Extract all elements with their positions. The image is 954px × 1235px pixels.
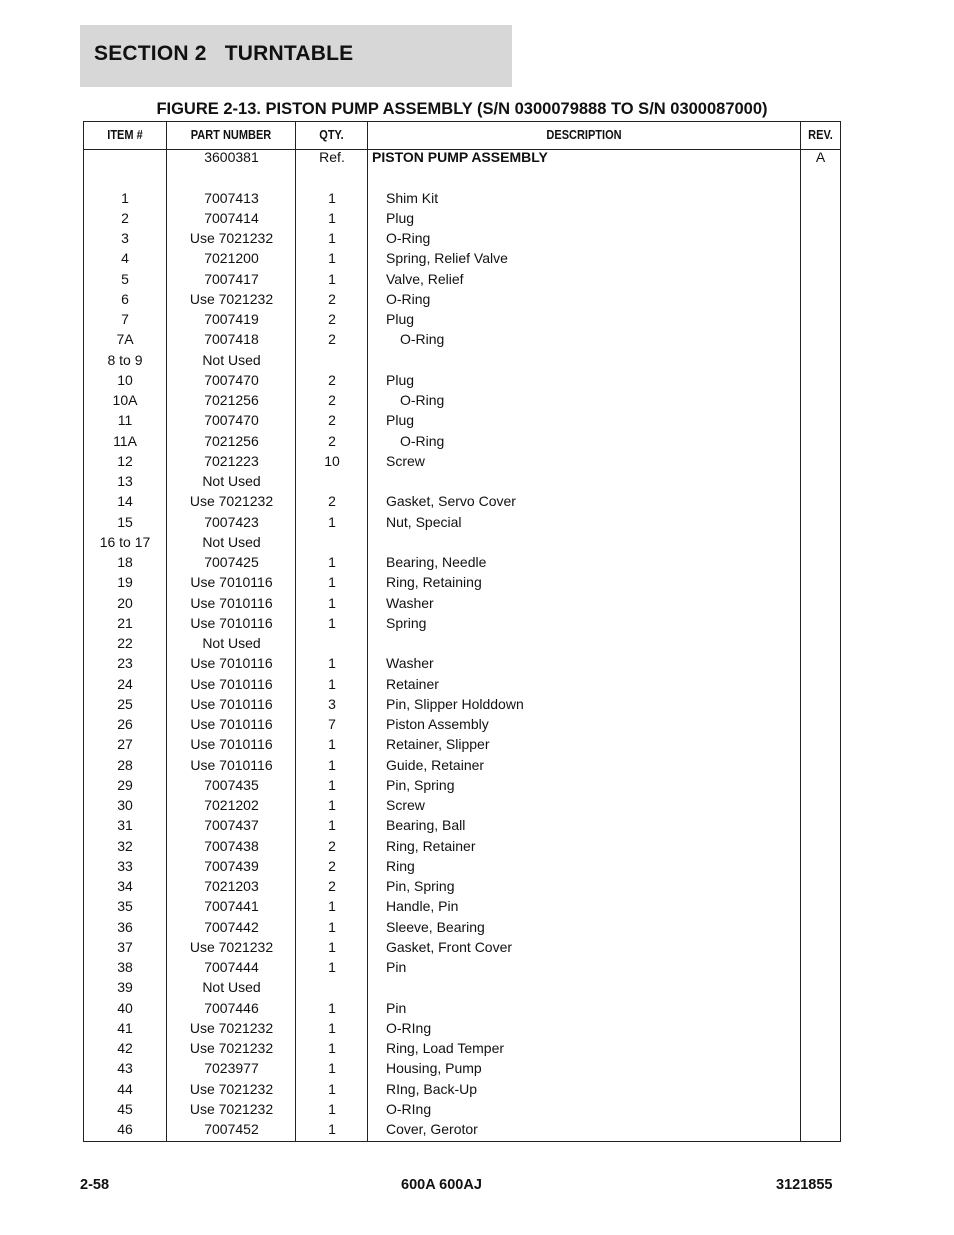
description-cell: Plug: [386, 371, 415, 388]
item-cell: 26: [117, 716, 133, 732]
item-cell: 44: [117, 1080, 133, 1097]
part-number-cell: 7007418: [204, 331, 259, 348]
part-number-cell: 7007441: [204, 898, 259, 915]
part-number-cell: Use 7010116: [190, 716, 273, 732]
table-row: [84, 815, 840, 835]
table-row: [84, 957, 840, 977]
qty-cell: 2: [328, 837, 336, 854]
section-title: SECTION 2 TURNTABLE: [94, 42, 354, 65]
item-cell: 19: [117, 574, 133, 591]
part-number-cell: 7007470: [204, 371, 259, 388]
qty-cell: 1: [328, 655, 336, 672]
table-row: [84, 977, 840, 997]
item-cell: 14: [117, 493, 133, 510]
qty-cell: 2: [328, 493, 336, 510]
description-cell: Cover, Gerotor: [386, 1121, 478, 1137]
item-cell: 28: [117, 756, 133, 773]
description-cell: RIng, Back-Up: [386, 1080, 478, 1097]
item-cell: 11: [117, 412, 133, 429]
header-qty: QTY.: [319, 128, 344, 142]
part-number-cell: Use 7010116: [190, 594, 273, 611]
description-cell: Ring: [386, 857, 415, 874]
item-cell: 39: [117, 979, 133, 996]
description-cell: Shim Kit: [386, 189, 439, 206]
description-cell: Handle, Pin: [386, 898, 459, 915]
item-cell: 5: [121, 270, 129, 287]
qty-cell: 1: [328, 594, 336, 611]
description-cell: Spring: [386, 614, 427, 631]
table-row: [84, 613, 840, 633]
item-cell: 24: [117, 675, 133, 692]
qty-cell: 2: [328, 878, 336, 894]
item-cell: 21: [117, 614, 133, 631]
table-row: [84, 370, 840, 390]
table-row: [84, 1119, 840, 1139]
description-cell: O-Ring: [386, 230, 431, 246]
item-cell: 16 to 17: [99, 533, 151, 550]
item-cell: 35: [117, 898, 133, 915]
item-cell: 12: [117, 452, 133, 469]
item-cell: 8 to 9: [107, 351, 143, 368]
table-row: [84, 1079, 840, 1099]
description-cell: Pin, Spring: [386, 878, 455, 894]
table-row: [84, 653, 840, 673]
table-row: [84, 512, 840, 532]
qty-cell: 1: [328, 230, 336, 246]
qty-cell: 1: [328, 513, 336, 530]
qty-cell: 1: [328, 797, 336, 813]
description-cell: O-RIng: [386, 1019, 432, 1036]
item-cell: 33: [117, 857, 133, 874]
part-number-cell: Use 7010116: [190, 736, 273, 753]
qty-cell: 1: [328, 614, 336, 631]
table-row: [84, 350, 840, 370]
qty-cell: 1: [328, 1019, 336, 1036]
part-number-cell: Use 7010116: [190, 756, 273, 773]
part-number-cell: 7007439: [204, 857, 259, 874]
description-cell: Pin, Slipper Holddown: [386, 695, 524, 712]
table-row: [84, 147, 840, 167]
item-cell: 22: [117, 635, 133, 651]
qty-cell: 1: [328, 756, 336, 773]
description-cell: Ring, Load Temper: [386, 1040, 505, 1056]
part-number-cell: 7021202: [204, 797, 259, 813]
description-cell: Gasket, Servo Cover: [386, 493, 516, 510]
table-row: [84, 471, 840, 491]
description-cell: Gasket, Front Cover: [386, 938, 513, 955]
description-cell: O-Ring: [386, 290, 431, 307]
header-item: ITEM #: [107, 128, 143, 142]
table-row: [84, 390, 840, 410]
qty-cell: 1: [328, 776, 336, 793]
item-cell: 40: [117, 999, 133, 1016]
item-cell: 6: [121, 290, 129, 307]
item-cell: 20: [117, 594, 133, 611]
qty-cell: 1: [328, 959, 336, 975]
table-row: [84, 431, 840, 451]
table-row: [84, 836, 840, 856]
table-row: [84, 795, 840, 815]
part-number-cell: 7007419: [204, 311, 259, 327]
part-number-cell: 7007423: [204, 513, 259, 530]
part-number-cell: Use 7021232: [189, 1019, 274, 1036]
table-row: [84, 917, 840, 937]
table-row: [84, 228, 840, 248]
figure-title: FIGURE 2-13. PISTON PUMP ASSEMBLY (S/N 0300079888 TO S/N 0300087000): [156, 100, 768, 118]
part-number-cell: Not Used: [202, 351, 261, 368]
part-number-cell: Use 7021232: [189, 1100, 274, 1117]
item-cell: 13: [117, 473, 133, 489]
qty-cell: 1: [328, 1121, 336, 1137]
table-row: [84, 876, 840, 896]
table-row: [84, 289, 840, 309]
part-number-cell: 7021223: [204, 452, 259, 469]
item-cell: 11A: [113, 432, 137, 449]
table-row: [84, 451, 840, 471]
item-cell: 4: [121, 250, 129, 267]
table-row: [84, 593, 840, 613]
part-number-cell: 7007414: [204, 209, 259, 226]
part-number-cell: 7007444: [204, 959, 259, 975]
table-row: [84, 755, 840, 775]
item-cell: 3: [121, 230, 129, 246]
part-number-cell: 7021256: [204, 392, 259, 408]
qty-cell: Ref.: [319, 149, 345, 165]
table-row: [84, 167, 840, 187]
qty-cell: 2: [328, 432, 336, 449]
part-number-cell: 7021200: [204, 250, 259, 267]
item-cell: 30: [117, 797, 133, 813]
part-number-cell: 7021256: [204, 432, 259, 449]
qty-cell: 2: [328, 392, 336, 408]
description-cell: Screw: [386, 797, 425, 813]
part-number-cell: 7007413: [204, 189, 259, 206]
item-cell: 1: [121, 189, 129, 206]
part-number-cell: Use 7021232: [189, 493, 274, 510]
part-number-cell: 7021203: [204, 878, 259, 894]
section-banner: [80, 25, 512, 87]
qty-cell: 1: [328, 675, 336, 692]
item-cell: 18: [117, 554, 133, 570]
table-row: [84, 491, 840, 511]
rev-cell: A: [815, 149, 826, 165]
document-number: 3121855: [776, 1177, 833, 1193]
part-number-cell: Use 7010116: [190, 655, 273, 672]
item-cell: 38: [117, 959, 133, 975]
item-cell: 32: [117, 837, 133, 854]
part-number-cell: Use 7010116: [190, 574, 273, 591]
qty-cell: 2: [328, 331, 336, 348]
description-cell: Retainer: [386, 675, 439, 692]
table-row: [84, 775, 840, 795]
table-row: [84, 329, 840, 349]
description-cell: PISTON PUMP ASSEMBLY: [372, 149, 548, 165]
description-cell: Washer: [386, 655, 434, 672]
item-cell: 36: [117, 918, 133, 935]
description-cell: Bearing, Ball: [386, 817, 466, 834]
part-number-cell: Use 7021232: [189, 230, 274, 246]
qty-cell: 1: [328, 209, 336, 226]
table-row: [84, 248, 840, 268]
qty-cell: 1: [328, 574, 336, 591]
description-cell: Retainer, Slipper: [386, 736, 490, 753]
item-cell: 10A: [112, 392, 138, 408]
part-number-cell: 3600381: [204, 149, 259, 165]
description-cell: Plug: [386, 412, 415, 429]
item-cell: 7: [121, 311, 129, 327]
part-number-cell: 7007442: [204, 918, 259, 935]
item-cell: 25: [117, 695, 133, 712]
qty-cell: 1: [328, 817, 336, 834]
part-number-cell: 7023977: [204, 1060, 259, 1077]
part-number-cell: Use 7021232: [189, 290, 274, 307]
qty-cell: 2: [328, 371, 336, 388]
qty-cell: 7: [328, 716, 336, 732]
qty-cell: 1: [328, 189, 336, 206]
part-number-cell: Use 7010116: [190, 675, 273, 692]
table-row: [84, 1018, 840, 1038]
item-cell: 31: [117, 817, 133, 834]
item-cell: 37: [117, 938, 133, 955]
table-row: [84, 633, 840, 653]
qty-cell: 2: [328, 311, 336, 327]
qty-cell: 1: [328, 938, 336, 955]
table-row: [84, 734, 840, 754]
parts-table: [83, 121, 841, 1142]
table-row: [84, 269, 840, 289]
description-cell: Plug: [386, 209, 415, 226]
table-row: [84, 896, 840, 916]
item-cell: 45: [117, 1100, 133, 1117]
table-row: [84, 552, 840, 572]
part-number-cell: Not Used: [202, 635, 261, 651]
part-number-cell: Use 7021232: [189, 938, 274, 955]
part-number-cell: 7007446: [204, 999, 259, 1016]
description-cell: Sleeve, Bearing: [386, 918, 485, 935]
table-row: [84, 856, 840, 876]
table-row: [84, 1058, 840, 1078]
item-cell: 29: [117, 776, 133, 793]
part-number-cell: 7007425: [204, 554, 259, 570]
page-number: 2-58: [80, 1177, 110, 1193]
part-number-cell: 7007470: [204, 412, 259, 429]
description-cell: Guide, Retainer: [386, 756, 485, 773]
description-cell: Ring, Retainer: [386, 837, 476, 854]
qty-cell: 2: [328, 290, 336, 307]
item-cell: 15: [117, 513, 133, 530]
description-cell: Nut, Special: [386, 513, 462, 530]
qty-cell: 1: [328, 270, 336, 287]
qty-cell: 1: [328, 1080, 336, 1097]
qty-cell: 1: [328, 1060, 336, 1077]
table-row: [84, 208, 840, 228]
table-row: [84, 188, 840, 208]
header-description: DESCRIPTION: [546, 128, 622, 142]
item-cell: 7A: [116, 331, 134, 348]
description-cell: O-Ring: [400, 392, 445, 408]
qty-cell: 1: [328, 554, 336, 570]
description-cell: Piston Assembly: [386, 716, 489, 732]
table-row: [84, 410, 840, 430]
part-number-cell: 7007437: [204, 817, 259, 834]
description-cell: Pin: [386, 959, 407, 975]
description-cell: Pin, Spring: [386, 776, 455, 793]
qty-cell: 1: [328, 1100, 336, 1117]
table-row: [84, 572, 840, 592]
description-cell: O-RIng: [386, 1100, 432, 1117]
qty-cell: 3: [328, 695, 336, 712]
part-number-cell: 7007452: [204, 1121, 259, 1137]
description-cell: O-Ring: [400, 432, 445, 449]
table-row: [84, 1038, 840, 1058]
table-row: [84, 937, 840, 957]
item-cell: 34: [117, 878, 133, 894]
table-row: [84, 714, 840, 734]
item-cell: 46: [117, 1121, 133, 1137]
qty-cell: 2: [328, 412, 336, 429]
description-cell: Valve, Relief: [386, 270, 464, 287]
part-number-cell: Not Used: [202, 533, 261, 550]
item-cell: 10: [117, 371, 133, 388]
part-number-cell: Not Used: [202, 979, 261, 996]
part-number-cell: 7007435: [204, 776, 259, 793]
description-cell: O-Ring: [400, 331, 445, 348]
item-cell: 41: [117, 1019, 133, 1036]
table-row: [84, 674, 840, 694]
part-number-cell: 7007438: [204, 837, 259, 854]
item-cell: 2: [121, 209, 129, 226]
item-cell: 43: [117, 1060, 133, 1077]
qty-cell: 1: [328, 999, 336, 1016]
header-rev: REV.: [808, 128, 833, 142]
description-cell: Pin: [386, 999, 407, 1016]
item-cell: 42: [117, 1040, 133, 1056]
description-cell: Screw: [386, 452, 425, 469]
qty-cell: 1: [328, 1040, 336, 1056]
part-number-cell: Not Used: [202, 473, 261, 489]
table-row: [84, 309, 840, 329]
qty-cell: 1: [328, 736, 336, 753]
description-cell: Spring, Relief Valve: [386, 250, 508, 267]
description-cell: Washer: [386, 594, 434, 611]
part-number-cell: Use 7010116: [190, 614, 273, 631]
qty-cell: 10: [324, 452, 340, 469]
item-cell: 27: [117, 736, 133, 753]
table-body: [84, 147, 840, 1139]
table-row: [84, 998, 840, 1018]
table-row: [84, 1099, 840, 1119]
qty-cell: 1: [328, 898, 336, 915]
qty-cell: 1: [328, 250, 336, 267]
part-number-cell: Use 7021232: [189, 1080, 274, 1097]
table-row: [84, 694, 840, 714]
header-part-number: PART NUMBER: [190, 128, 272, 142]
qty-cell: 1: [328, 918, 336, 935]
item-cell: 23: [117, 655, 133, 672]
model-name: 600A 600AJ: [401, 1177, 482, 1193]
description-cell: Plug: [386, 311, 415, 327]
part-number-cell: Use 7010116: [190, 695, 273, 712]
description-cell: Bearing, Needle: [386, 554, 487, 570]
qty-cell: 2: [328, 857, 336, 874]
part-number-cell: Use 7021232: [189, 1040, 274, 1056]
description-cell: Housing, Pump: [386, 1060, 482, 1077]
part-number-cell: 7007417: [204, 270, 259, 287]
description-cell: Ring, Retaining: [386, 574, 482, 591]
table-row: [84, 532, 840, 552]
